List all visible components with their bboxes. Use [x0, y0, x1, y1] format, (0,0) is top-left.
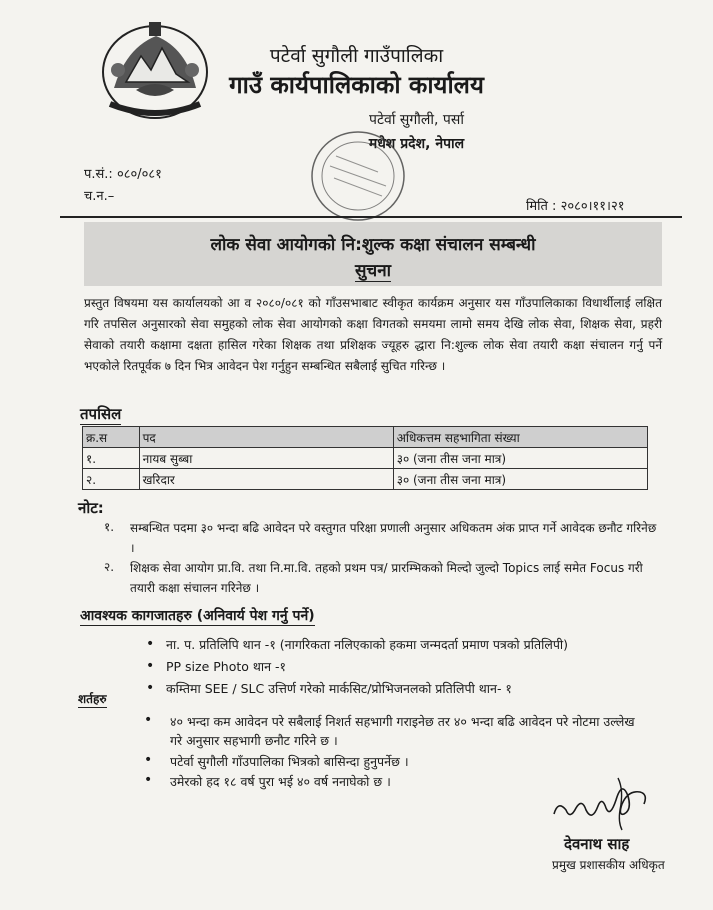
bullet-icon: • [146, 680, 155, 696]
term-item: ४० भन्दा कम आवेदन परे सबैलाई निशर्त सहभागी गराइनेछ तर ४० भन्दा बढि आवेदन परे नोटमा उल्लेख गरे अनुसार सहभागी छनौट गरिने छ । [170, 714, 635, 748]
bullet-icon: • [146, 658, 155, 674]
note-item: शिक्षक सेवा आयोग प्रा.वि. तथा नि.मा.वि. तहको प्रथम पत्र/ प्रारम्भिकको मिल्दो जुल्दो Topics लाई समेत Focus गरी तयारी कक्षा संचालन गरिनेछ । [130, 561, 643, 595]
document-item: ना. प. प्रतिलिपि थान -१ (नागरिकता नलिएकाको हकमा जन्मदर्ता प्रमाण पत्रको प्रतिलिपी) [166, 637, 569, 652]
notice-body: प्रस्तुत विषयमा यस कार्यालयको आ व २०८०/०८१ को गाँउसभाबाट स्वीकृत कार्यक्रम अनुसार यस गाँउपालिकाका विधार्थीलाई लक्षित गरि तपसिल अनुसारको सेवा समुहको लोक सेवा आयोगको कक्षा विगतको समयमा लामो समय देखि लोक सेवा, शिक्षक सेवा, प्रहरी सेवाको तयारी कक्षामा दक्षता हासिल गरेका शिक्षक तथा प्रशिक्षक ज्यूहरु द्धारा नि:शुल्क लोक सेवा तयारी कक्षा संचालन गर्नु पर्ने भएकोले रितपूर्वक ७ दिन भित्र आवेदन पेश गर्नुहुन सम्बन्धित सबैलाई सुचित गरिन्छ । [84, 296, 662, 373]
reference-number: प.सं.: ०८०/०८१ [84, 167, 162, 182]
term-item: पटेर्वा सुगौली गाँउपालिका भित्रको बासिन्दा हुनुपर्नेछ । [170, 754, 409, 769]
dispatch-number: च.न.– [84, 189, 115, 204]
municipality-name: पटेर्वा सुगौली गाउँपालिका [269, 45, 444, 67]
bullet-icon: • [144, 712, 153, 728]
details-title: तपसिल [80, 405, 122, 423]
documents-title: आवश्यक कागजातहरु (अनिवार्य पेश गर्नु पर्ने) [80, 608, 315, 624]
handwritten-signature-icon [548, 770, 658, 836]
table-header-cell: अधिकत्तम सहभागिता संख्या [393, 427, 647, 448]
issue-date: मिति : २०८०।११।२१ [526, 199, 625, 214]
table-cell: खरिदार [139, 469, 393, 490]
table-header-row [83, 427, 648, 448]
table-header-cell: पद [139, 427, 393, 448]
bullet-icon: • [146, 636, 155, 652]
notice-subtitle [84, 258, 662, 281]
details-table [82, 426, 648, 490]
table-header-cell: क्र.स [83, 427, 140, 448]
note-item: सम्बन्धित पदमा ३० भन्दा बढि आवेदन परे वस्तुगत परिक्षा प्रणाली अनुसार अधिकतम अंक प्राप्त गर्ने आवेदक छनौट गरिनेछ । [130, 521, 657, 555]
office-province: मधेश प्रदेश, नेपाल [368, 136, 465, 152]
bullet-icon: • [144, 752, 153, 768]
table-cell: ३० (जना तीस जना मात्र) [393, 469, 647, 490]
office-location: पटेर्वा सुगौली, पर्सा [369, 112, 464, 128]
term-item: उमेरको हद १८ वर्ष पुरा भई ४० वर्ष ननाघेको छ । [170, 774, 391, 789]
table-cell: २. [83, 469, 140, 490]
notice-title: लोक सेवा आयोगको नि:शुल्क कक्षा संचालन सम्बन्धी [210, 235, 536, 255]
table-row [83, 469, 648, 490]
table-cell: १. [83, 448, 140, 469]
terms-title: शर्तहरु [78, 692, 107, 706]
notice-title-box [84, 222, 662, 286]
office-stamp-icon [306, 126, 410, 224]
note-number: १. [104, 520, 115, 534]
notice-subtitle-text: सुचना [354, 261, 392, 281]
document-item: कम्तिमा SEE / SLC उत्तिर्ण गरेको मार्कसिट/प्रोभिजनलको प्रतिलिपी थान- १ [166, 681, 512, 696]
table-cell: ३० (जना तीस जना मात्र) [393, 448, 647, 469]
table-cell: नायब सुब्बा [139, 448, 393, 469]
office-name: गाउँ कार्यपालिकाको कार्यालय [229, 71, 484, 99]
signatory-name: देवनाथ साह [564, 835, 630, 853]
table-row [83, 448, 648, 469]
signatory-title: प्रमुख प्रशासकीय अधिकृत [552, 858, 665, 872]
bullet-icon: • [144, 772, 153, 788]
note-number: २. [104, 560, 115, 574]
document-item: PP size Photo थान -१ [166, 659, 287, 674]
header-divider [60, 216, 682, 218]
notes-title: नोट: [78, 499, 104, 517]
